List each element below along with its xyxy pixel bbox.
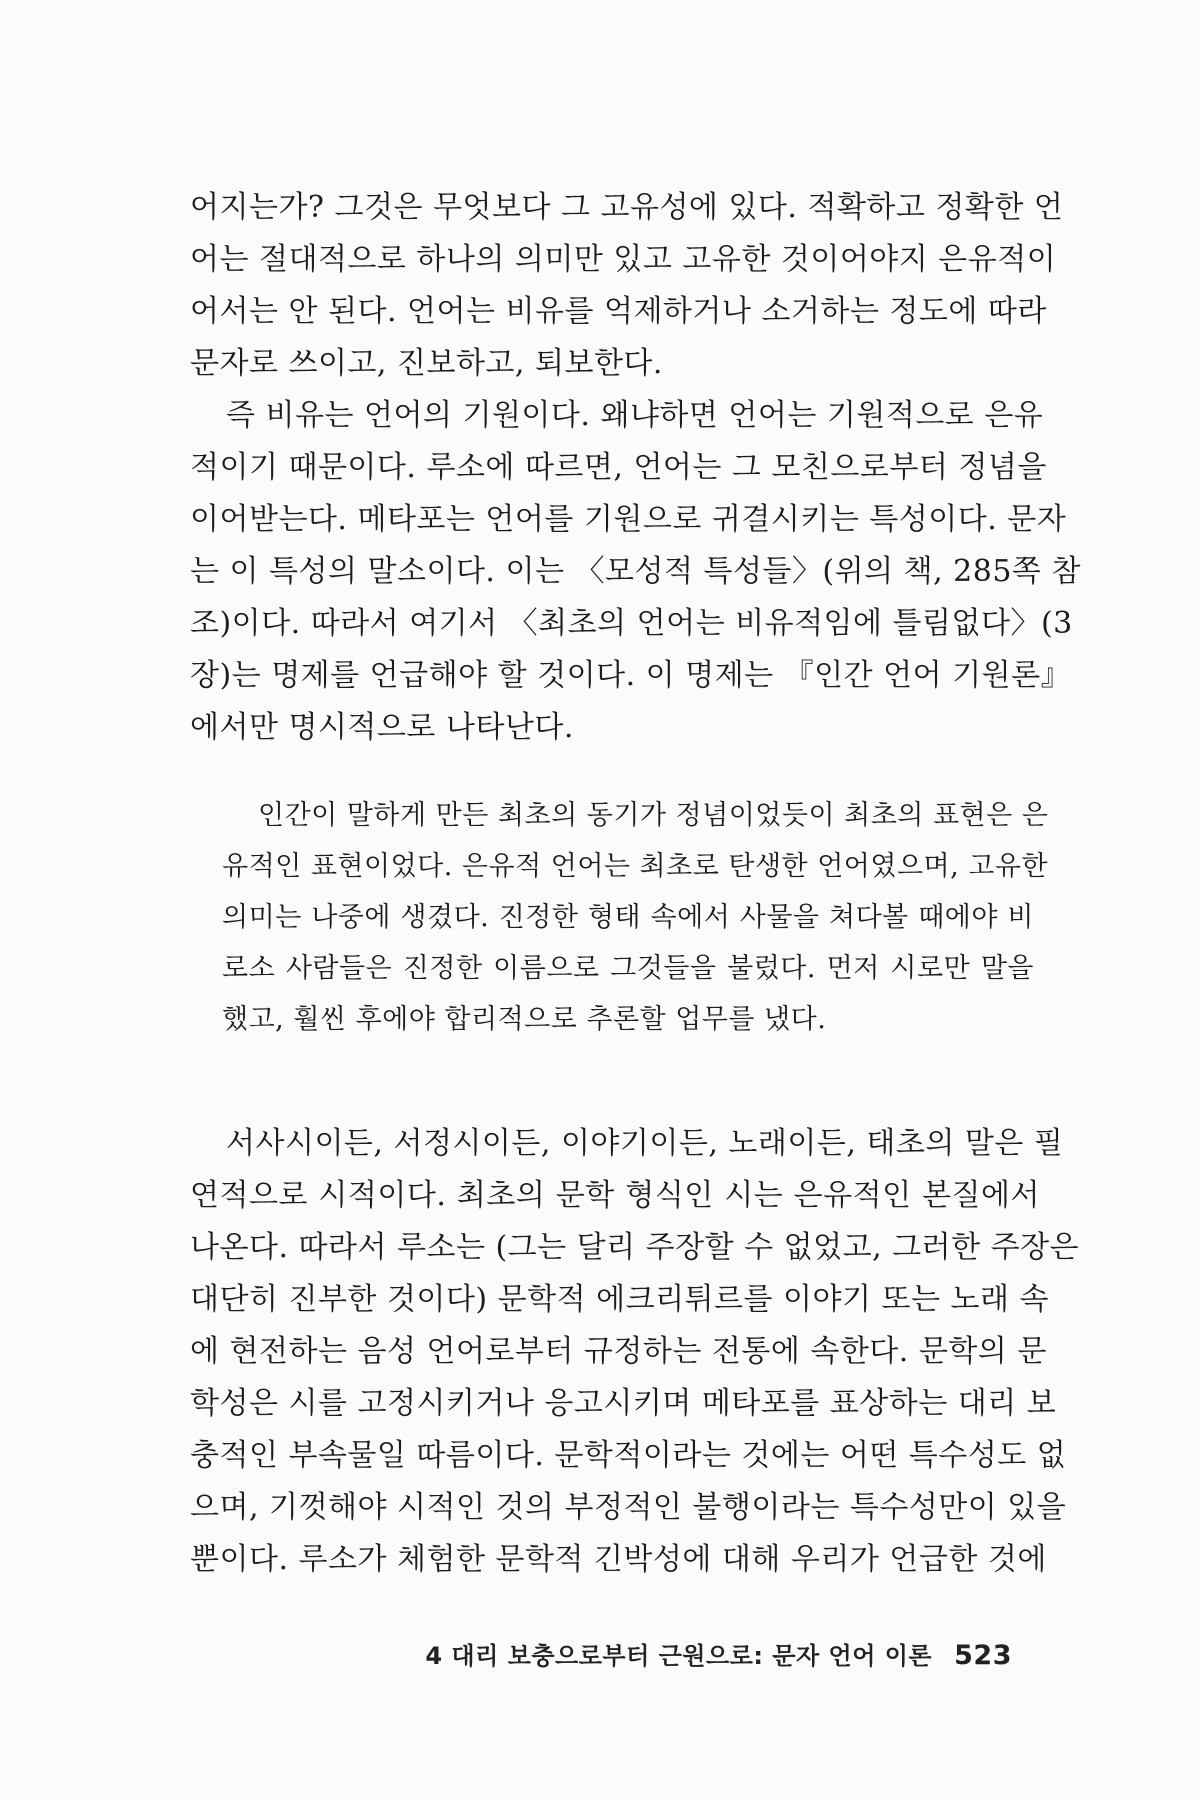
text-line: 는 이 특성의 말소이다. 이는 〈모성적 특성들〉(위의 책, 285쪽 참 bbox=[190, 554, 1081, 589]
body-paragraph-2 bbox=[190, 390, 1081, 754]
text-line: 문자로 쓰이고, 진보하고, 퇴보한다. bbox=[190, 346, 663, 381]
running-title: 4 대리 보충으로부터 근원으로: 문자 언어 이론 bbox=[425, 1642, 933, 1670]
body-paragraph-1 bbox=[190, 182, 1064, 390]
text-line: 학성은 시를 고정시키거나 응고시키며 메타포를 표상하는 대리 보 bbox=[190, 1386, 1057, 1421]
text-line: 으며, 기껏해야 시적인 것의 부정적인 불행이라는 특수성만이 있을 bbox=[190, 1490, 1067, 1525]
text-line: 나온다. 따라서 루소는 (그는 달리 주장할 수 없었고, 그러한 주장은 bbox=[190, 1230, 1080, 1265]
text-line: 뿐이다. 루소가 체험한 문학적 긴박성에 대해 우리가 언급한 것에 bbox=[190, 1542, 1047, 1577]
body-paragraph-3 bbox=[190, 1118, 1080, 1586]
text-line: 서사시이든, 서정시이든, 이야기이든, 노래이든, 태초의 말은 필 bbox=[226, 1126, 1064, 1161]
text-line: 에 현전하는 음성 언어로부터 규정하는 전통에 속한다. 문학의 문 bbox=[190, 1334, 1047, 1369]
text-line: 어지는가? 그것은 무엇보다 그 고유성에 있다. 적확하고 정확한 언 bbox=[190, 190, 1064, 225]
text-line: 충적인 부속물일 따름이다. 문학적이라는 것에는 어떤 특수성도 없 bbox=[190, 1438, 1067, 1473]
running-footer bbox=[425, 1636, 1012, 1671]
text-line: 연적으로 시적이다. 최초의 문학 형식인 시는 은유적인 본질에서 bbox=[190, 1178, 1040, 1213]
block-quote bbox=[222, 790, 1049, 1045]
text-line: 대단히 진부한 것이다) 문학적 에크리튀르를 이야기 또는 노래 속 bbox=[190, 1282, 1049, 1317]
text-line: 에서만 명시적으로 나타난다. bbox=[190, 710, 574, 745]
quote-line: 인간이 말하게 만든 최초의 동기가 정념이었듯이 최초의 표현은 은 bbox=[258, 800, 1049, 831]
text-line: 장)는 명제를 언급해야 할 것이다. 이 명제는 『인간 언어 기원론』 bbox=[190, 658, 1072, 693]
quote-line: 했고, 훨씬 후에야 합리적으로 추론할 업무를 냈다. bbox=[222, 1004, 827, 1035]
text-line: 적이기 때문이다. 루소에 따르면, 언어는 그 모친으로부터 정념을 bbox=[190, 450, 1047, 485]
text-line: 이어받는다. 메타포는 언어를 기원으로 귀결시키는 특성이다. 문자 bbox=[190, 502, 1067, 537]
text-line: 즉 비유는 언어의 기원이다. 왜냐하면 언어는 기원적으로 은유 bbox=[226, 398, 1044, 433]
quote-line: 의미는 나중에 생겼다. 진정한 형태 속에서 사물을 쳐다볼 때에야 비 bbox=[222, 902, 1034, 933]
text-line: 어는 절대적으로 하나의 의미만 있고 고유한 것이어야지 은유적이 bbox=[190, 242, 1057, 277]
quote-line: 로소 사람들은 진정한 이름으로 그것들을 불렀다. 먼저 시로만 말을 bbox=[222, 953, 1034, 984]
quote-line: 유적인 표현이었다. 은유적 언어는 최초로 탄생한 언어였으며, 고유한 bbox=[222, 851, 1049, 882]
page-number: 523 bbox=[954, 1640, 1012, 1671]
text-line: 조)이다. 따라서 여기서 〈최초의 언어는 비유적임에 틀림없다〉(3 bbox=[190, 606, 1073, 641]
text-line: 어서는 안 된다. 언어는 비유를 억제하거나 소거하는 정도에 따라 bbox=[190, 294, 1047, 329]
